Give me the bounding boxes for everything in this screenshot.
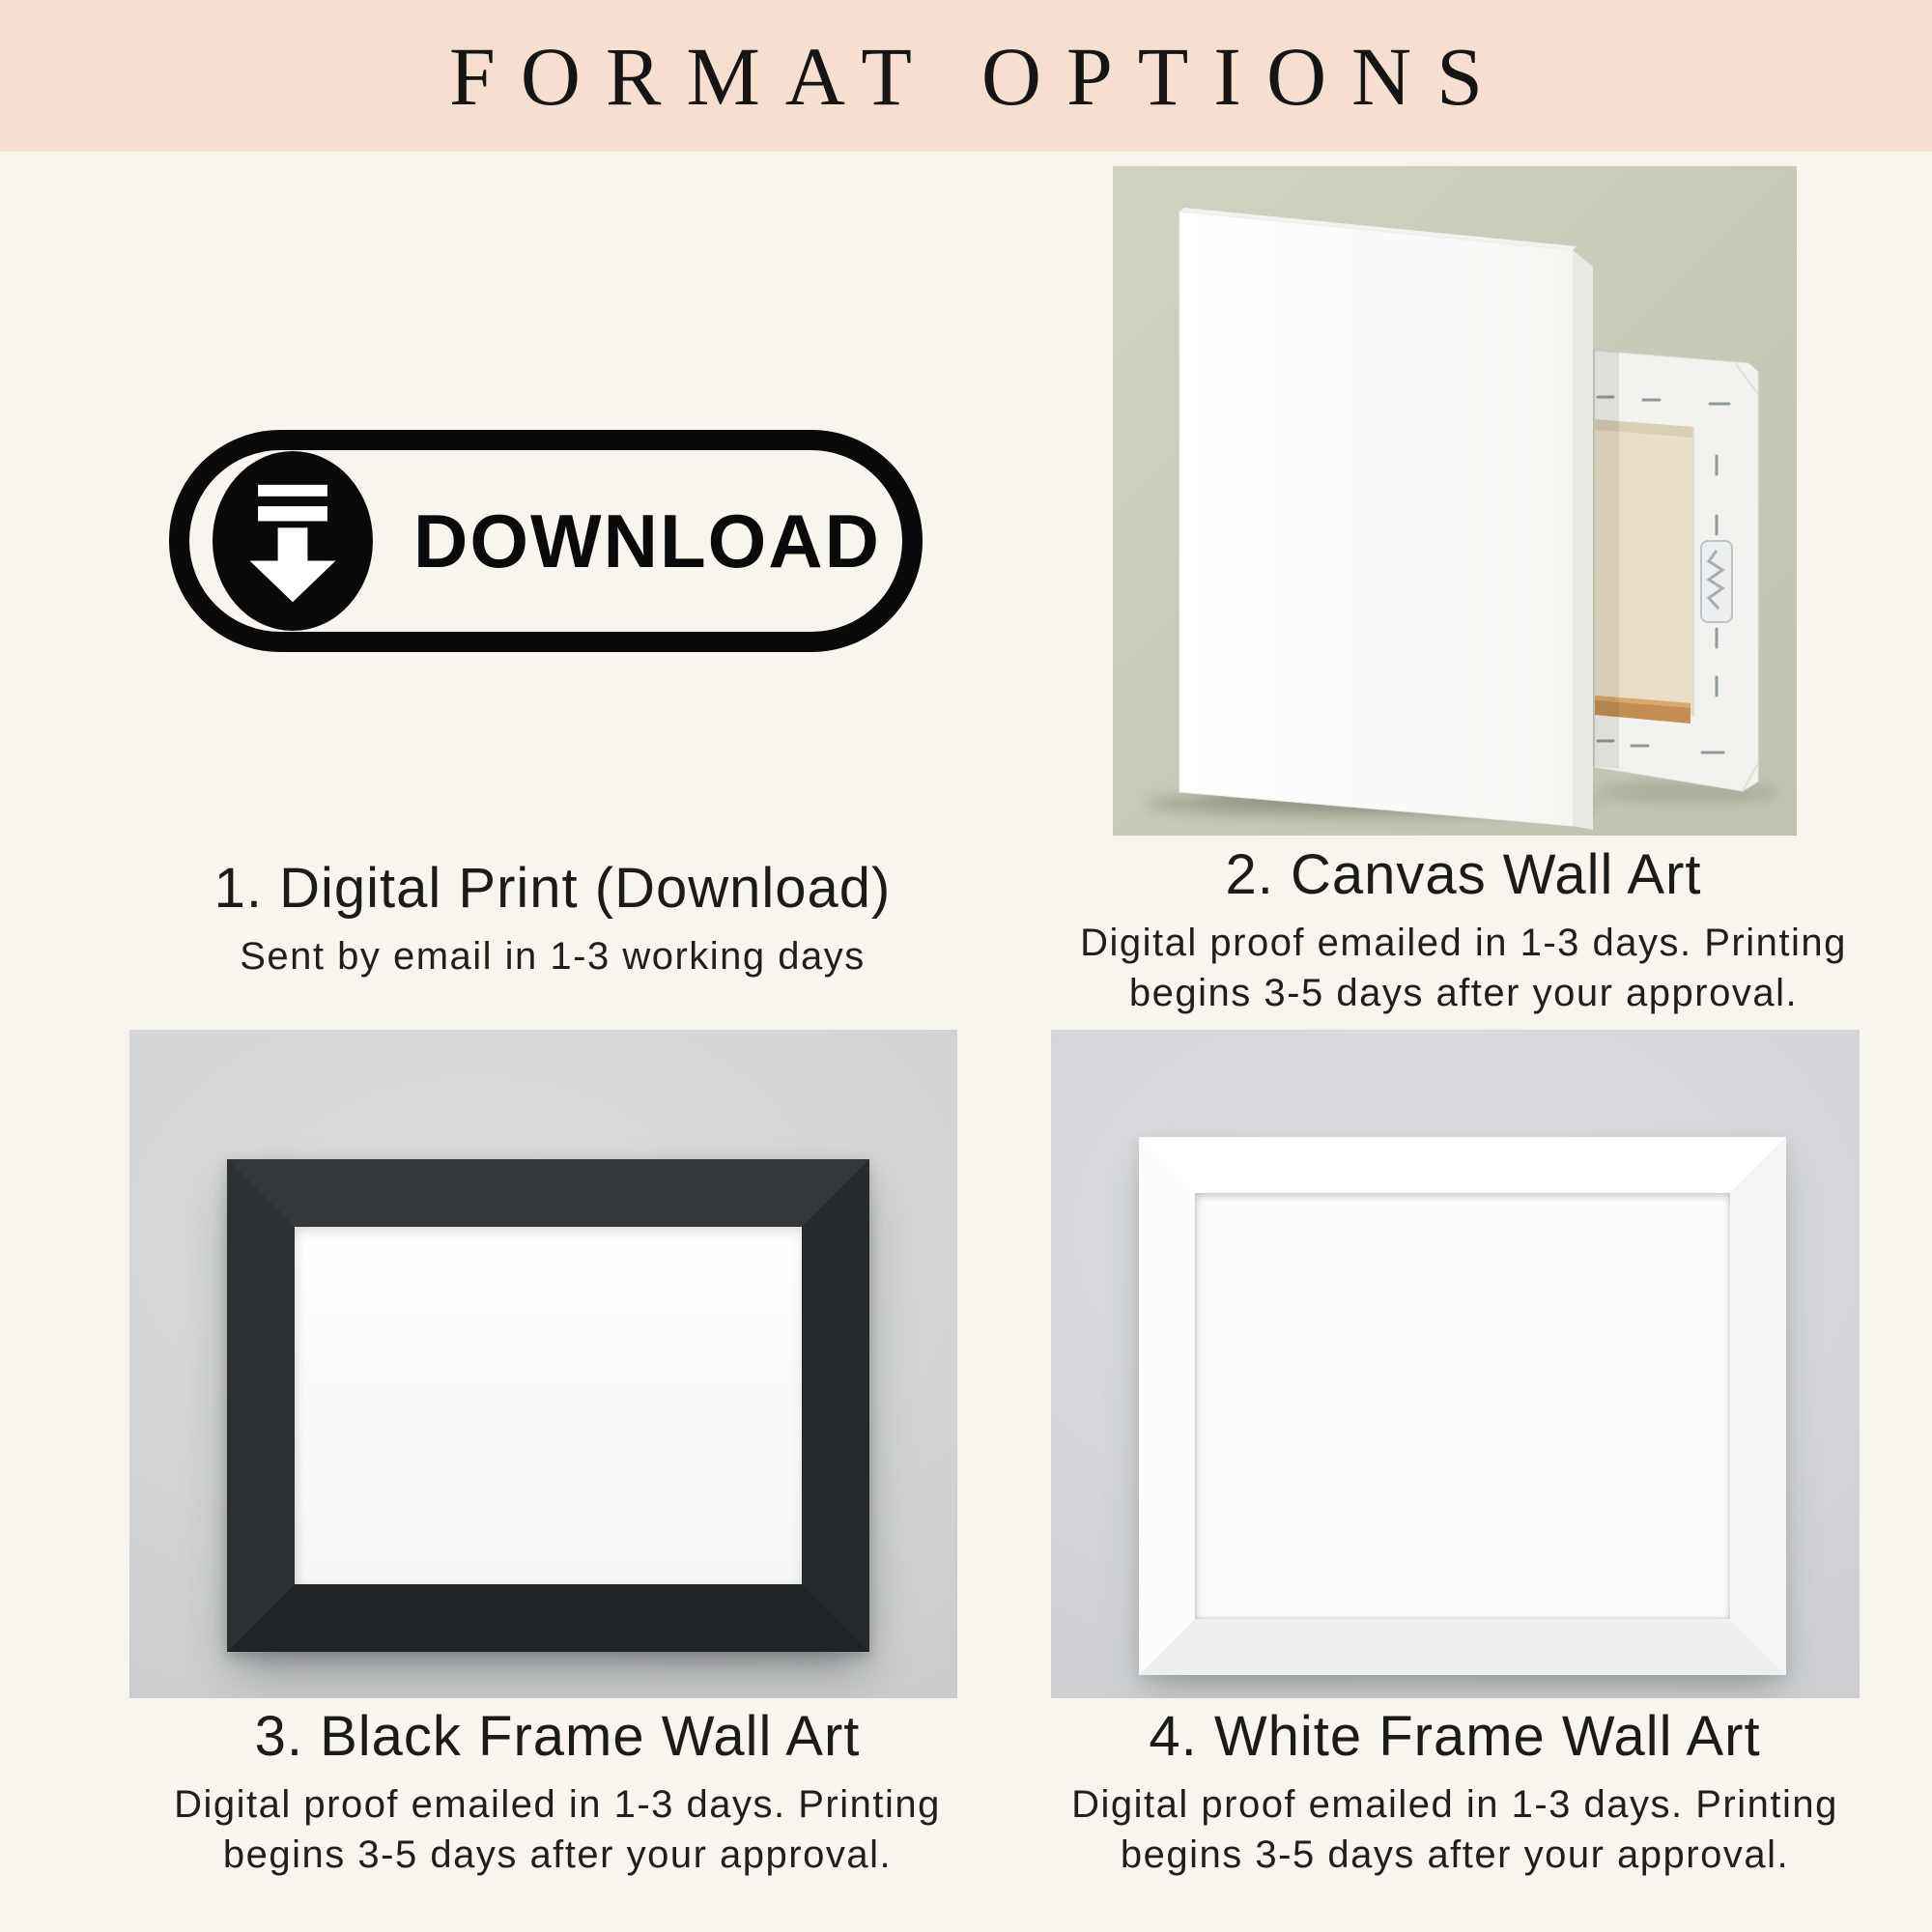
option-3-description: Digital proof emailed in 1-3 days. Printing begins 3-5 days after your approval. [174, 1783, 941, 1876]
option-3-caption [74, 1702, 1040, 1880]
download-arrow-icon [241, 478, 345, 604]
download-button[interactable] [169, 430, 923, 652]
option-4-description: Digital proof emailed in 1-3 days. Printing begins 3-5 days after your approval. [1071, 1783, 1838, 1876]
option-2-title: 2. Canvas Wall Art [1225, 843, 1702, 906]
canvas-mockup-photo [1113, 166, 1797, 836]
page-title: FORMAT OPTIONS [449, 29, 1508, 123]
download-button-label: DOWNLOAD [413, 497, 881, 583]
white-frame-mockup-photo [1051, 1030, 1860, 1698]
option-2-description: Digital proof emailed in 1-3 days. Printing begins 3-5 days after your approval. [1080, 922, 1847, 1014]
download-icon-badge [213, 451, 373, 631]
option-4-title: 4. White Frame Wall Art [1149, 1705, 1761, 1768]
option-1-title: 1. Digital Print (Download) [213, 857, 892, 920]
option-1-caption [70, 854, 1036, 981]
black-frame-mockup-photo [129, 1030, 957, 1698]
header-band [0, 0, 1932, 152]
option-1-description: Sent by email in 1-3 working days [240, 935, 866, 978]
option-4-caption [972, 1702, 1932, 1880]
black-picture-frame [227, 1159, 869, 1652]
option-2-caption [980, 840, 1932, 1018]
canvas-mockup-illustration [1113, 166, 1797, 836]
white-picture-frame [1139, 1137, 1786, 1675]
option-3-title: 3. Black Frame Wall Art [254, 1705, 861, 1768]
